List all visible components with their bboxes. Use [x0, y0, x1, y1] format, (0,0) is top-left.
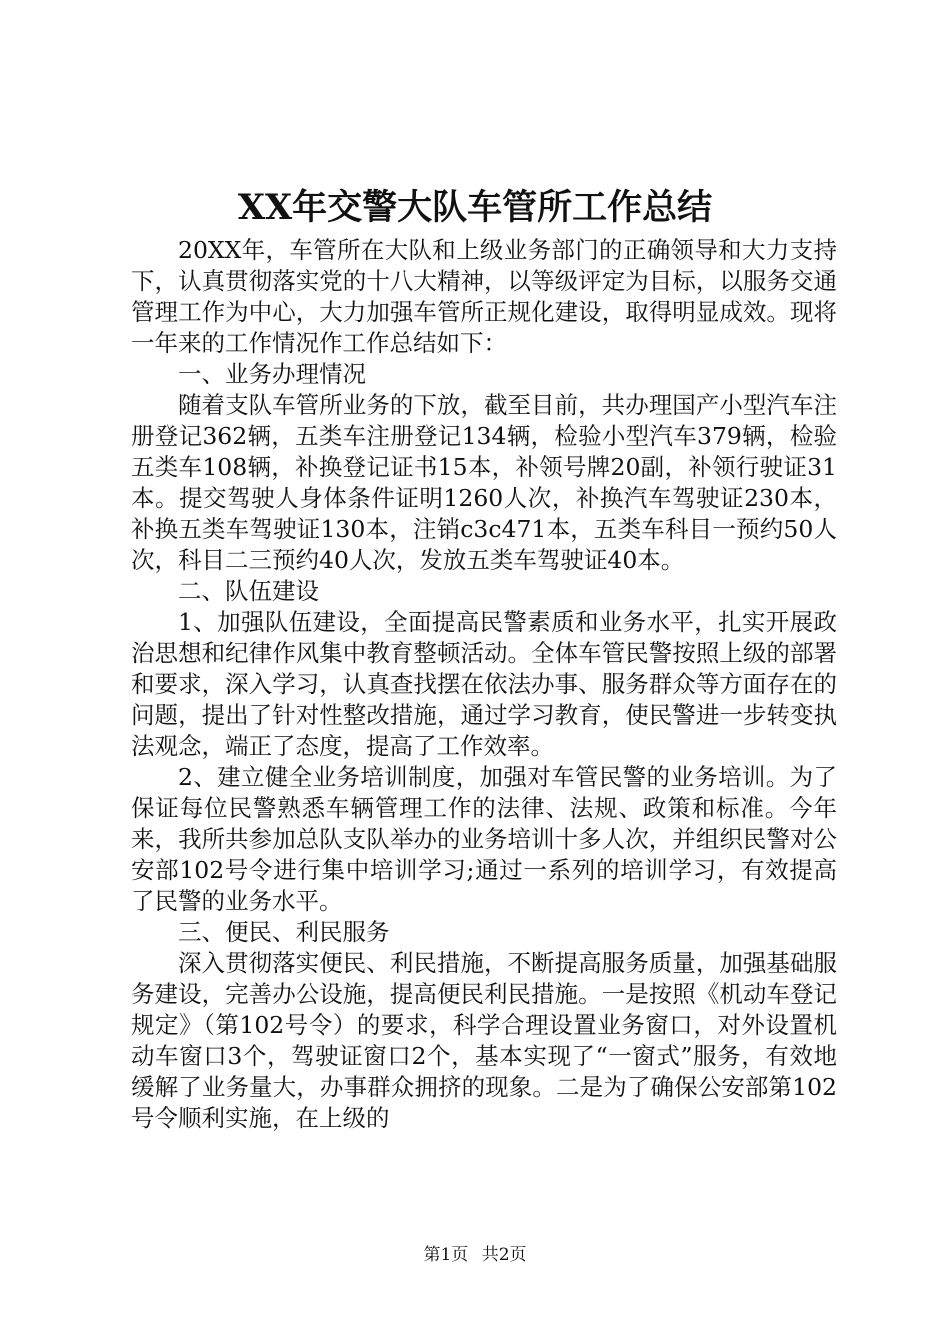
page-footer	[0, 1243, 950, 1267]
paragraph-intro: 20XX年，车管所在大队和上级业务部门的正确领导和大力支持下，认真贯彻落实党的十八大精神，以等级评定为目标，以服务交通管理工作为中心，大力加强车管所正规化建设，取得明显成效。现将一年来的工作情况作工作总结如下：	[131, 236, 837, 357]
paragraph-team-2: 2、建立健全业务培训制度，加强对车管民警的业务培训。为了保证每位民警熟悉车辆管理工作的法律、法规、政策和标准。今年来，我所共参加总队支队举办的业务培训十多人次，并组织民警对公安部102号令进行集中培训学习;通过一系列的培训学习，有效提高了民警的业务水平。	[131, 763, 837, 915]
document-body	[131, 235, 837, 1134]
page-number-total: 共2页	[481, 1245, 527, 1265]
document-title: XX年交警大队车管所工作总结	[237, 187, 713, 228]
section-heading-service: 三、便民、利民服务	[178, 918, 390, 946]
section-heading-team: 二、队伍建设	[178, 577, 319, 605]
paragraph-team-1: 1、加强队伍建设，全面提高民警素质和业务水平，扎实开展政治思想和纪律作风集中教育整顿活动。全体车管民警按照上级的部署和要求，深入学习，认真查找摆在依法办事、服务群众等方面存在的问题，提出了针对性整改措施，通过学习教育，使民警进一步转变执法观念，端正了态度，提高了工作效率。	[131, 608, 837, 760]
paragraph-business: 随着支队车管所业务的下放，截至目前，共办理国产小型汽车注册登记362辆，五类车注册登记134辆，检验小型汽车379辆，检验五类车108辆，补换登记证书15本，补领号牌20副，补领行驶证31本。提交驾驶人身体条件证明1260人次，补换汽车驾驶证230本，补换五类车驾驶证130本，注销c3c471本，五类车科目一预约50人次，科目二三预约40人次，发放五类车驾驶证40本。	[131, 391, 837, 574]
paragraph-service: 深入贯彻落实便民、利民措施，不断提高服务质量，加强基础服务建设，完善办公设施，提高便民利民措施。一是按照《机动车登记规定》（第102号令）的要求，科学合理设置业务窗口，对外设置机动车窗口3个，驾驶证窗口2个，基本实现了“一窗式”服务，有效地缓解了业务量大，办事群众拥挤的现象。二是为了确保公安部第102号令顺利实施，在上级的	[131, 949, 837, 1132]
section-heading-business: 一、业务办理情况	[178, 360, 366, 388]
page-number-current: 第1页	[423, 1245, 469, 1265]
